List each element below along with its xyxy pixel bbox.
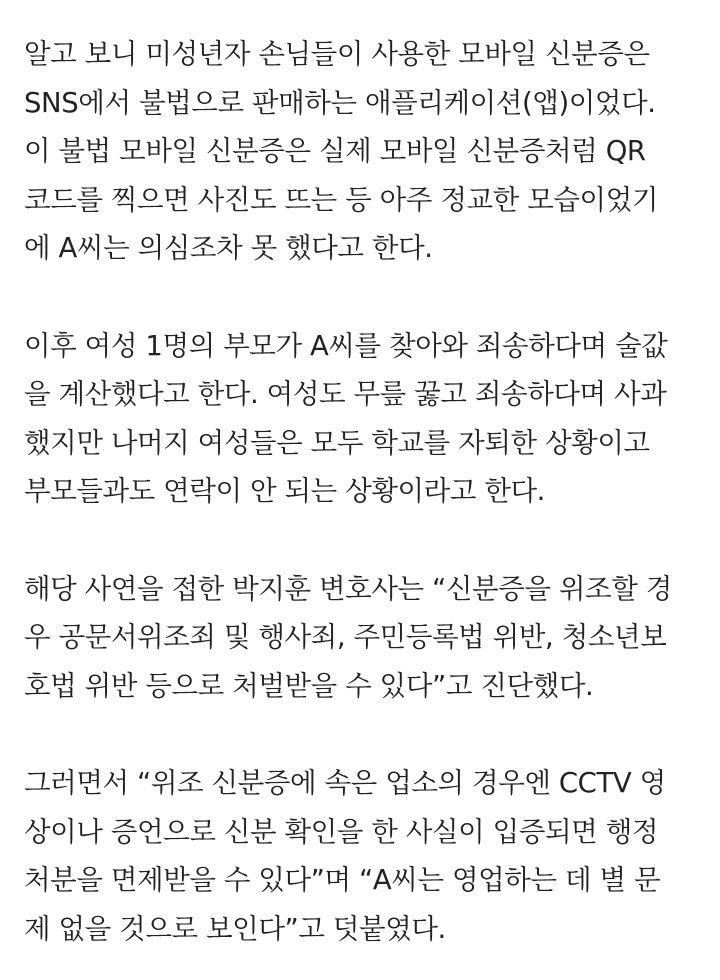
text-line: 이후 여성 1명의 부모가 A씨를 찾아와 죄송하다며 술값 — [24, 329, 668, 362]
text-line: SNS에서 불법으로 판매하는 애플리케이션(앱)이었다. — [24, 86, 656, 119]
text-line: 그러면서 “위조 신분증에 속은 업소의 경우엔 CCTV 영 — [24, 767, 666, 799]
text-line: 우 공문서위조죄 및 행사죄, 주민등록법 위반, 청소년보 — [24, 621, 667, 653]
paragraph — [24, 30, 696, 273]
paragraph — [24, 565, 696, 711]
paragraph-spacer — [24, 516, 696, 565]
paragraph — [24, 322, 696, 516]
text-line: 이 불법 모바일 신분증은 실제 모바일 신분증처럼 QR — [24, 135, 646, 167]
paragraph-spacer — [24, 710, 696, 759]
text-line: 해당 사연을 접한 박지훈 변호사는 “신분증을 위조할 경 — [24, 572, 672, 605]
text-line: 알고 보니 미성년자 손님들이 사용한 모바일 신분증은 — [24, 38, 650, 70]
text-line: 부모들과도 연락이 안 되는 상황이라고 한다. — [24, 475, 546, 507]
paragraph-spacer — [24, 273, 696, 322]
text-line: 을 계산했다고 한다. 여성도 무릎 꿇고 죄송하다며 사과 — [24, 378, 667, 410]
text-line: 제 없을 것으로 보인다”고 덧붙였다. — [24, 912, 446, 945]
text-line: 상이나 증언으로 신분 확인을 한 사실이 입증되면 행정 — [24, 815, 659, 848]
text-line: 처분을 면제받을 수 있다”며 “A씨는 영업하는 데 별 문 — [24, 864, 661, 896]
text-line: 했지만 나머지 여성들은 모두 학교를 자퇴한 상황이고 — [24, 426, 650, 459]
text-line: 에 A씨는 의심조차 못 했다고 한다. — [24, 232, 433, 264]
text-line: 호법 위반 등으로 처벌받을 수 있다”고 진단했다. — [24, 669, 594, 702]
text-line: 코드를 찍으면 사진도 뜨는 등 아주 정교한 모습이었기 — [24, 183, 659, 216]
paragraph — [24, 759, 696, 953]
